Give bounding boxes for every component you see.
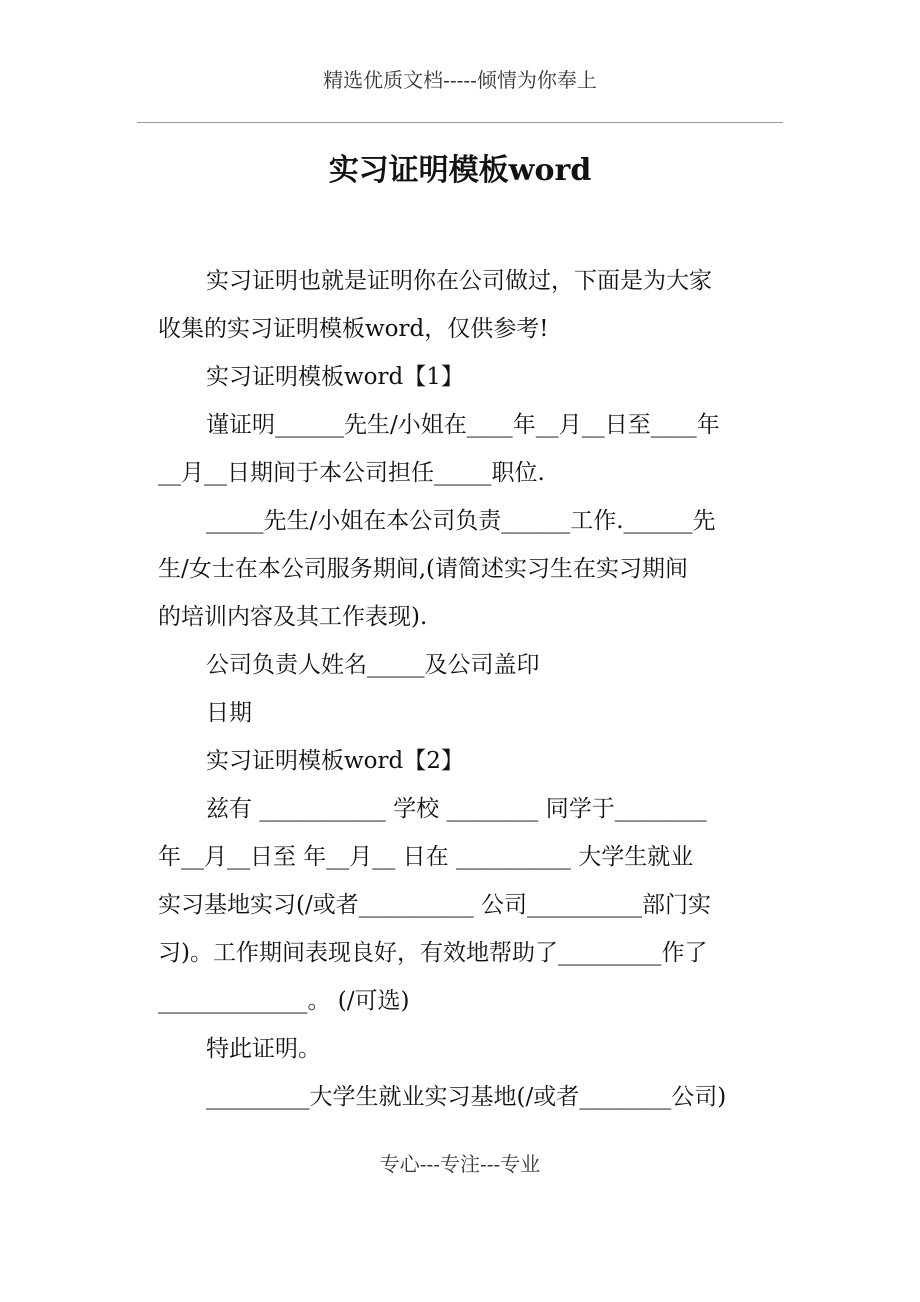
text-line: 习)。工作期间表现良好，有效地帮助了_________作了: [158, 940, 708, 966]
page-footer: 专心---专注---专业: [379, 1152, 541, 1176]
text-line: 收集的实习证明模板word，仅供参考!: [158, 316, 549, 342]
text-line: 生/女士在本公司服务期间,(请简述实习生在实习期间: [158, 556, 689, 582]
text-line: 实习证明模板word【2】: [206, 748, 464, 774]
text-line: 兹有 ___________ 学校 ________ 同学于________: [206, 796, 707, 822]
document-title: 实习证明模板word: [328, 153, 592, 188]
text-line: __月__日期间于本公司担任_____职位.: [158, 460, 545, 486]
text-line: 实习基地实习(/或者__________ 公司__________部门实: [158, 892, 712, 918]
text-line: _____先生/小姐在本公司负责______工作.______先: [206, 508, 716, 534]
page-header: 精选优质文档-----倾情为你奉上: [323, 68, 597, 92]
document-body: [158, 257, 778, 1121]
text-line: _____________。 (/可选): [158, 988, 410, 1014]
text-line: 实习证明模板word【1】: [206, 364, 464, 390]
text-line: 的培训内容及其工作表现).: [158, 604, 428, 630]
header-divider: [137, 122, 783, 123]
text-line: _________大学生就业实习基地(/或者________公司): [206, 1084, 727, 1110]
text-line: 谨证明______先生/小姐在____年__月__日至____年: [206, 412, 720, 438]
text-line: 实习证明也就是证明你在公司做过，下面是为大家: [206, 268, 712, 294]
text-line: 特此证明。: [206, 1036, 321, 1062]
text-line: 公司负责人姓名_____及公司盖印: [206, 652, 540, 678]
text-line: 日期: [206, 700, 252, 726]
text-line: 年__月__日至 年__月__ 日在 __________ 大学生就业: [158, 844, 694, 870]
